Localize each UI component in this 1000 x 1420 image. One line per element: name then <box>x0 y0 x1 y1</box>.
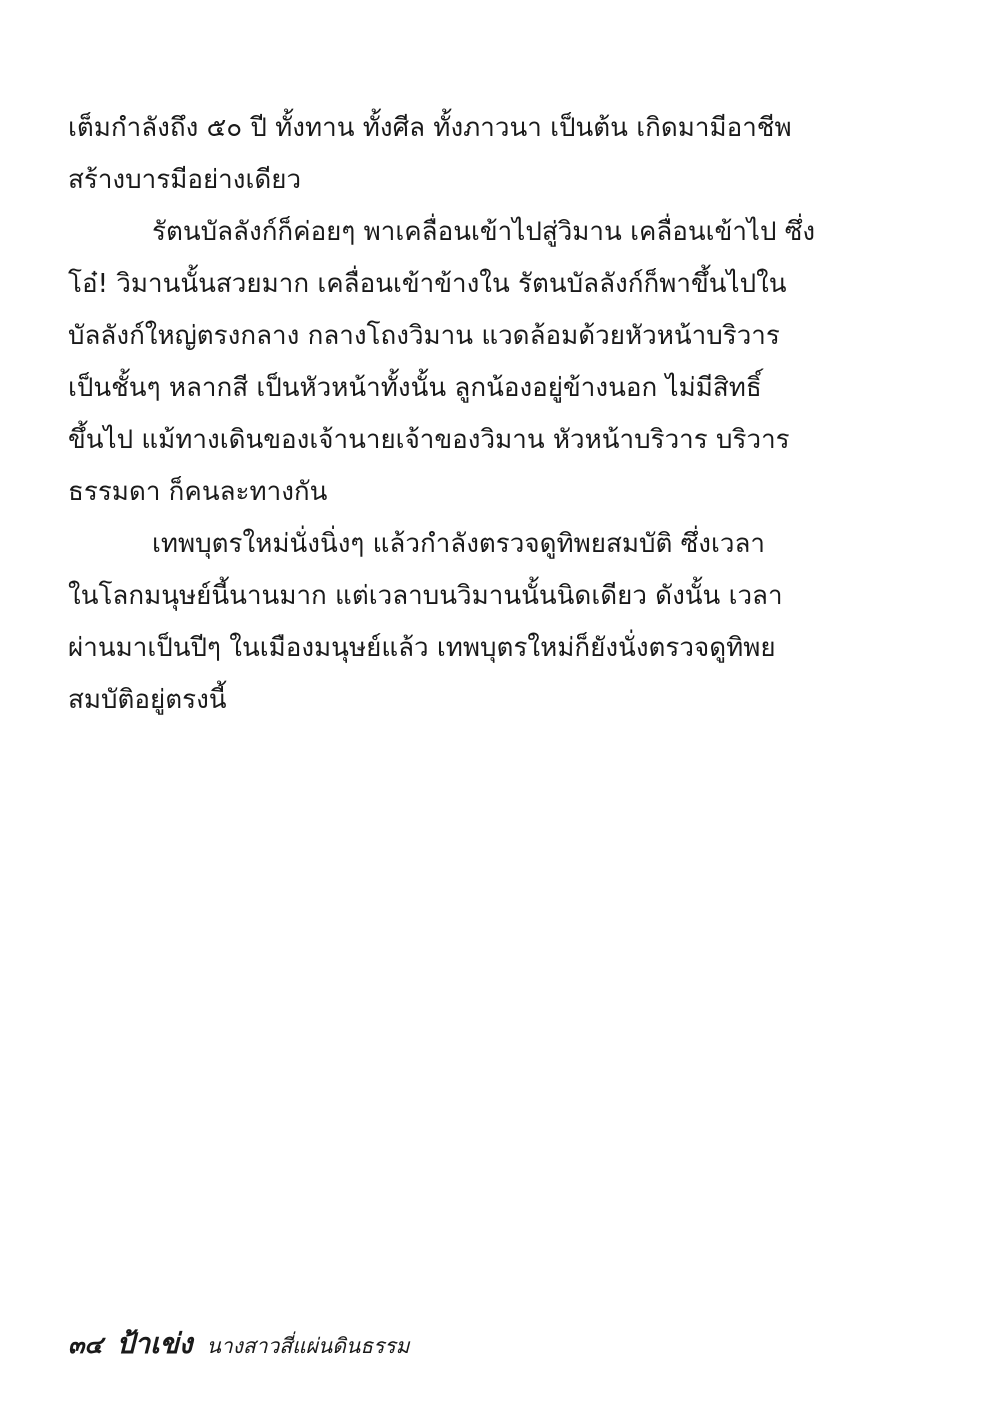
text-line: เป็นชั้นๆ หลากสี เป็นหัวหน้าทั้งนั้น ลูกน้องอยู่ข้างนอก ไม่มีสิทธิ์ <box>68 373 762 403</box>
body-text <box>68 102 832 726</box>
text-line: ในโลกมนุษย์นี้นานมาก แต่เวลาบนวิมานนั้นนิดเดียว ดังนั้น เวลา <box>68 581 783 611</box>
text-line: สมบัติอยู่ตรงนี้ <box>68 685 227 715</box>
book-subtitle: นางสาวสี่แผ่นดินธรรม <box>206 1334 410 1358</box>
text-line: บัลลังก์ใหญ่ตรงกลาง กลางโถงวิมาน แวดล้อมด้วยหัวหน้าบริวาร <box>68 321 780 351</box>
page-number: ๓๔ <box>68 1331 103 1359</box>
paragraph-first-line: รัตนบัลลังก์ก็ค่อยๆ พาเคลื่อนเข้าไปสู่วิมาน เคลื่อนเข้าไป ซึ่ง <box>152 217 816 247</box>
text-line: ธรรมดา ก็คนละทางกัน <box>68 477 328 507</box>
text-line: เต็มกำลังถึง ๕๐ ปี ทั้งทาน ทั้งศีล ทั้งภาวนา เป็นต้น เกิดมามีอาชีพ <box>68 113 792 143</box>
text-line: โอ๋! วิมานนั้นสวยมาก เคลื่อนเข้าข้างใน รัตนบัลลังก์ก็พาขึ้นไปใน <box>68 269 787 299</box>
paragraph-first-line: เทพบุตรใหม่นั่งนิ่งๆ แล้วกำลังตรวจดูทิพยสมบัติ ซึ่งเวลา <box>152 529 766 559</box>
text-line: ขึ้นไป แม้ทางเดินของเจ้านายเจ้าของวิมาน หัวหน้าบริวาร บริวาร <box>68 425 790 455</box>
text-line: สร้างบารมีอย่างเดียว <box>68 165 302 195</box>
page-footer <box>68 1322 410 1366</box>
book-title: ป้าเข่ง <box>116 1327 193 1360</box>
text-line: ผ่านมาเป็นปีๆ ในเมืองมนุษย์แล้ว เทพบุตรใหม่ก็ยังนั่งตรวจดูทิพย <box>68 633 776 663</box>
